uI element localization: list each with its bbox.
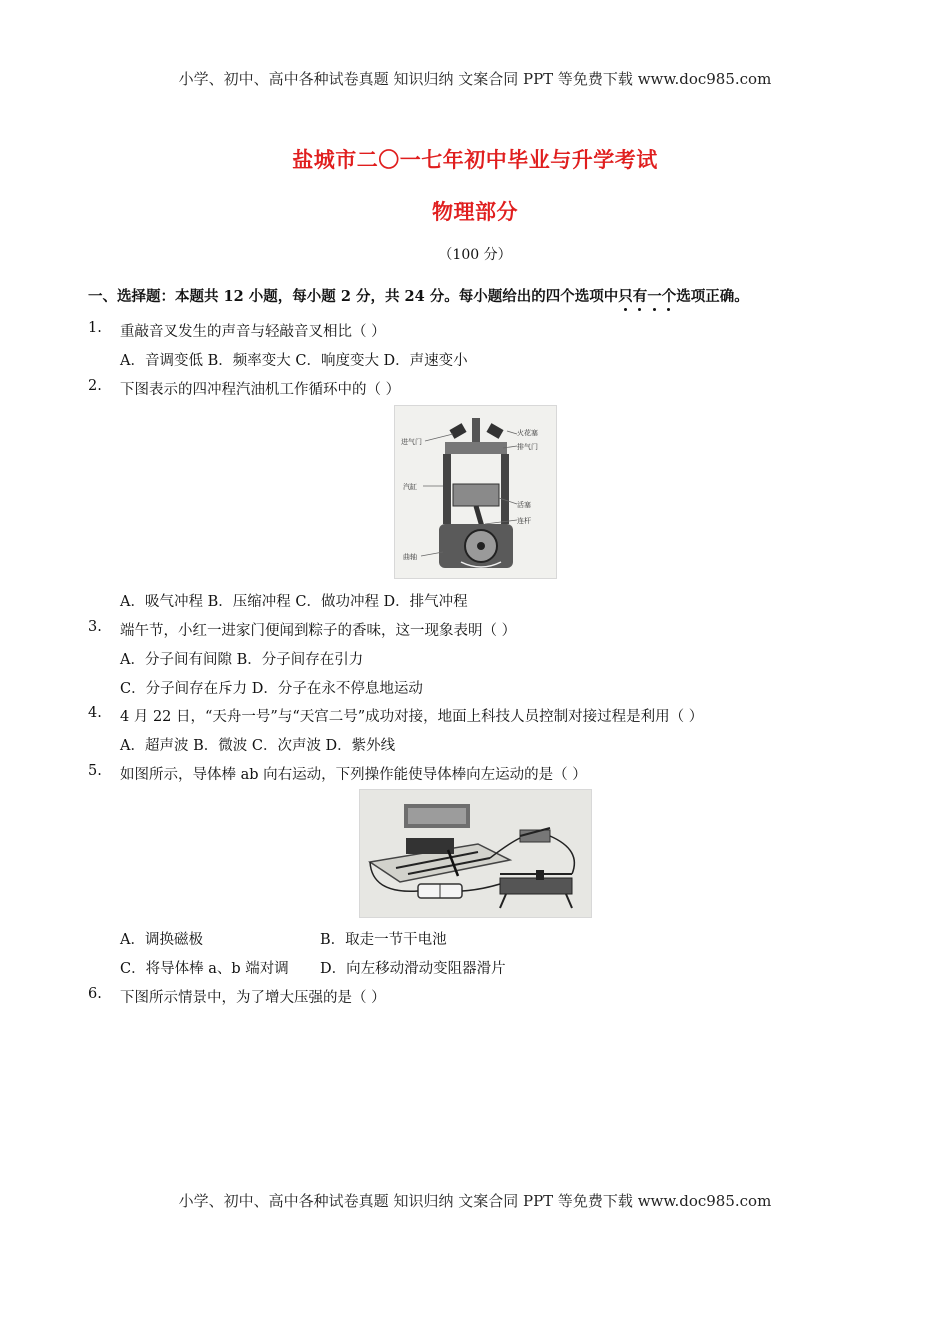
question-text: 下图所示情景中，为了增大压强的是（ ） [120,990,386,1006]
question-options: C．分子间存在斥力 D．分子在永不停息地运动 [120,681,423,697]
emphasis-char: 只 [618,285,633,306]
question-number: 3. [88,619,102,635]
exam-title: 盐城市二〇一七年初中毕业与升学考试 [292,147,658,172]
question-options: A．超声波 B．微波 C．次声波 D．紫外线 [120,738,396,754]
exam-subtitle: 物理部分 [432,199,518,224]
page-footer: 小学、初中、高中各种试卷真题 知识归纳 文案合同 PPT 等免费下载 www.doc985.com [178,1192,772,1210]
question-options: A．吸气冲程 B．压缩冲程 C．做功冲程 D．排气冲程 [120,594,468,610]
circuit-diagram [360,790,591,917]
circuit-figure [359,789,592,918]
question-text: 如图所示，导体棒 ab 向右运动，下列操作能使导体棒向左运动的是（ ） [120,767,587,783]
engine-diagram [395,406,556,578]
question-option-b: B．取走一节干电池 [320,932,447,948]
question-number: 4. [88,705,102,721]
label-piston: 活塞 [517,501,531,509]
label-crankshaft: 曲轴 [403,553,417,561]
emphasis-char: 一 [647,285,662,306]
section-text-end: 选项正确。 [676,288,749,305]
total-score: （100 分） [438,247,512,263]
question-number: 5. [88,763,102,779]
label-intake-valve: 进气门 [401,438,422,446]
label-exhaust-valve: 排气门 [517,443,538,451]
emphasis-char: 个 [662,285,677,306]
label-spark-plug: 火花塞 [517,429,538,437]
question-option-c: C．将导体棒 a、b 端对调 [120,961,289,977]
question-number: 2. [88,378,102,394]
question-options: A．音调变低 B．频率变大 C．响度变大 D．声速变小 [120,353,468,369]
question-text: 下图表示的四冲程汽油机工作循环中的（ ） [120,382,401,398]
question-number: 1. [88,320,102,336]
page-header: 小学、初中、高中各种试卷真题 知识归纳 文案合同 PPT 等免费下载 www.doc985.com [178,70,772,88]
section-text: 一、选择题：本题共 12 小题，每小题 2 分，共 24 分。每小题给出的四个选项中 [88,288,619,305]
question-options: A．分子间有间隙 B．分子间存在引力 [120,652,364,668]
question-option-a: A．调换磁极 [120,932,203,948]
engine-figure [394,405,557,579]
label-cylinder: 汽缸 [403,483,417,491]
question-text: 4 月 22 日，“天舟一号”与“天宫二号”成功对接，地面上科技人员控制对接过程是利用（ ） [120,709,704,725]
label-connecting-rod: 连杆 [517,517,531,525]
question-option-d: D．向左移动滑动变阻器滑片 [320,961,506,977]
question-text: 端午节，小红一进家门便闻到粽子的香味，这一现象表明（ ） [120,623,517,639]
question-number: 6. [88,986,102,1002]
section-heading [88,285,928,306]
emphasis-char: 有 [633,285,648,306]
question-text: 重敲音叉发生的声音与轻敲音叉相比（ ） [120,324,386,340]
